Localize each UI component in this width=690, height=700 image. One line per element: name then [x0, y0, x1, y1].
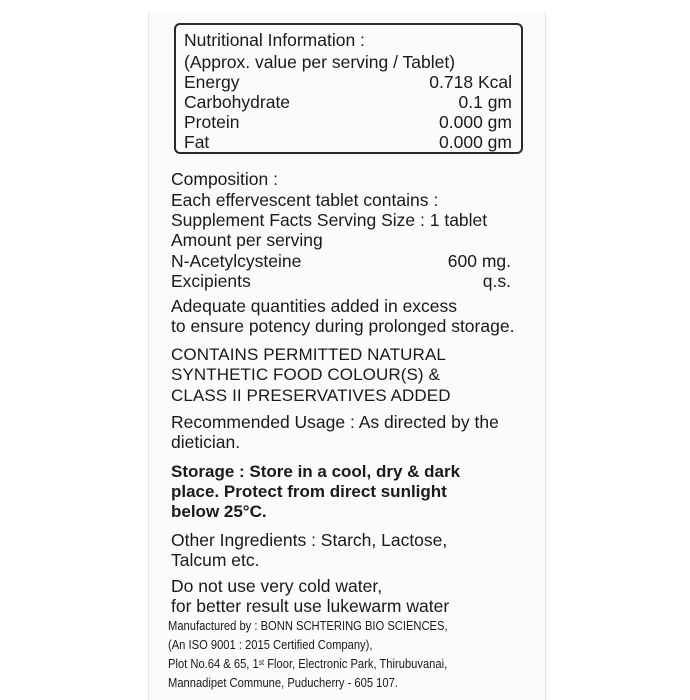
contains-notice: CLASS II PRESERVATIVES ADDED: [171, 386, 451, 405]
usage-text: Recommended Usage : As directed by the: [171, 412, 499, 432]
nutrient-value: 0.000 gm: [439, 132, 512, 152]
address-part: Floor, Electronic Park, Thirubuvanai,: [264, 656, 448, 671]
usage-text: dietician.: [171, 432, 241, 452]
nutrient-value: 0.000 gm: [439, 112, 512, 132]
water-instruction: for better result use lukewarm water: [171, 596, 450, 616]
composition-line: Supplement Facts Serving Size : 1 tablet: [171, 210, 488, 230]
other-ingredients-text: Talcum etc.: [171, 550, 260, 570]
ingredient-name: N-Acetylcysteine: [171, 251, 302, 271]
nutrient-name: Protein: [184, 112, 240, 132]
manufacturer-line: Manufactured by : BONN SCHTERING BIO SCIENCES,: [168, 618, 448, 633]
nutrition-title: Nutritional Information :: [184, 30, 365, 50]
storage-text: place. Protect from direct sunlight: [171, 482, 447, 501]
water-instruction: Do not use very cold water,: [171, 576, 383, 596]
contains-notice: SYNTHETIC FOOD COLOUR(S) &: [171, 365, 440, 384]
storage-text: below 25°C.: [171, 502, 267, 521]
composition-note: Adequate quantities added in excess: [171, 296, 458, 316]
composition-line: Each effervescent tablet contains :: [171, 190, 439, 210]
composition-title: Composition :: [171, 169, 278, 189]
product-label-panel: [148, 12, 546, 700]
contains-notice: CONTAINS PERMITTED NATURAL: [171, 345, 446, 364]
manufacturer-line: (An ISO 9001 : 2015 Certified Company),: [168, 637, 373, 652]
nutrient-value: 0.718 Kcal: [429, 72, 512, 92]
nutrient-name: Fat: [184, 132, 210, 152]
ingredient-amount: 600 mg.: [447, 251, 511, 271]
composition-line: Amount per serving: [171, 230, 323, 250]
ingredient-name: Excipients: [171, 271, 251, 291]
nutrition-subtitle: (Approx. value per serving / Tablet): [184, 52, 456, 72]
nutrient-name: Carbohydrate: [184, 92, 291, 112]
composition-note: to ensure potency during prolonged storage.: [171, 316, 515, 336]
storage-text: Storage : Store in a cool, dry & dark: [171, 462, 461, 481]
manufacturer-address: [168, 655, 447, 673]
address-part: Plot No.64 & 65, 1: [168, 656, 259, 671]
other-ingredients-text: Other Ingredients : Starch, Lactose,: [171, 530, 448, 550]
nutrient-value: 0.1 gm: [458, 92, 512, 112]
manufacturer-line: Mannadipet Commune, Puducherry - 605 107.: [168, 675, 398, 690]
floor-ordinal: st: [258, 658, 265, 667]
nutrient-name: Energy: [184, 72, 240, 92]
ingredient-amount: q.s.: [482, 271, 511, 291]
